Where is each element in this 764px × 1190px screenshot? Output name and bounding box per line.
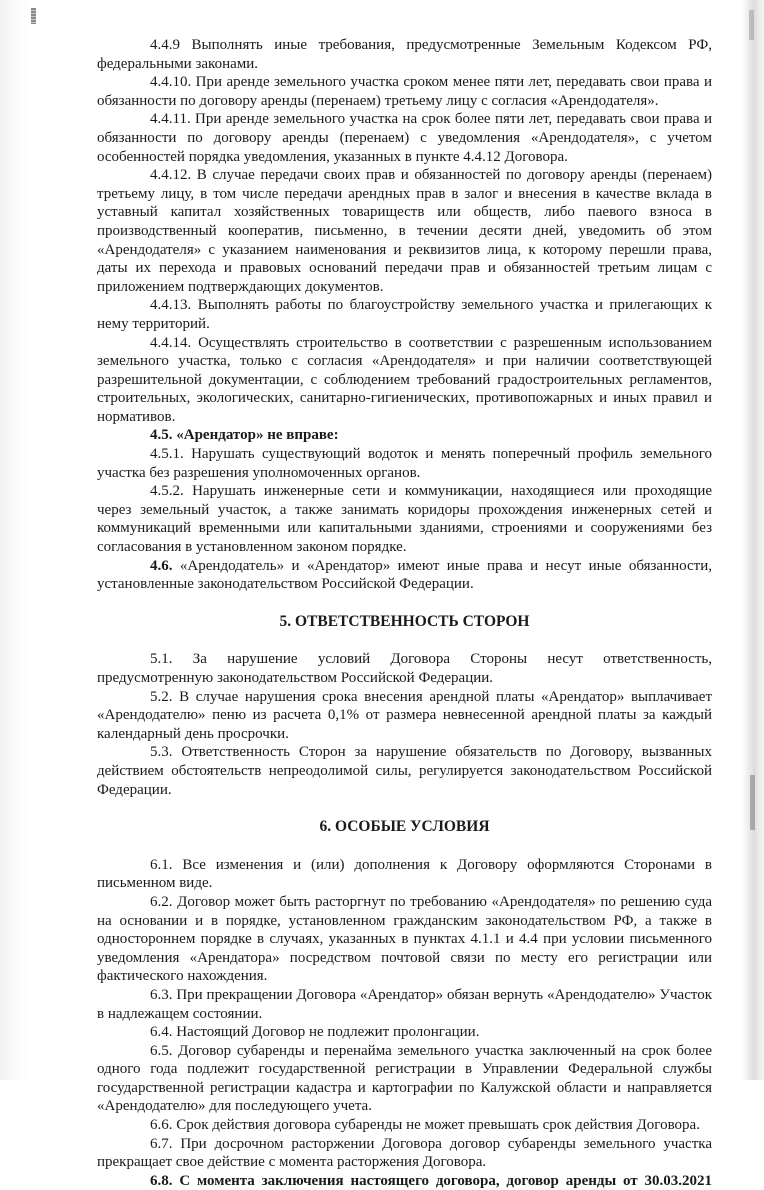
clause-6-6: 6.6. Срок действия договора субаренды не может превышать срок действия Договора. [150, 1117, 700, 1134]
clause-4-4-13: 4.4.13. Выполнять работы по благоустройству земельного участка и прилегающих к нему территорий. [97, 297, 712, 332]
section-6-title: 6. ОСОБЫЕ УСЛОВИЯ [319, 818, 490, 836]
clause-4-6-text: «Арендодатель» и «Арендатор» имеют иные права и несут иные обязанности, установленные законодательством Российской Федерации. [97, 557, 712, 593]
clause-6-5: 6.5. Договор субаренды и перенайма земельного участка заключенный на срок более одного года подлежит государственной регистрации в Управлении Федеральной службы государственной регистрации кадастра и картографии по Калужской области и направляется «Арендодателю» для последующего учета. [97, 1042, 712, 1115]
document-page [97, 36, 712, 1190]
clause-6-1: 6.1. Все изменения и (или) дополнения к Договору оформляются Сторонами в письменном виде. [97, 856, 712, 892]
clause-4-5-1: 4.5.1. Нарушать существующий водоток и менять поперечный профиль земельного участка без разрешения уполномоченных органов. [97, 446, 712, 481]
clause-6-2: 6.2. Договор может быть расторгнут по требованию «Арендодателя» по решению суда на основании и в порядке, установленном гражданским законодательством РФ, а также в одностороннем порядке в случаях, указанных в пунктах 4.1.1 и 4.4 при условии письменного уведомления «Арендатора» посредством почтовой связи по месту его регистрации или фактического нахождения. [97, 893, 712, 985]
clause-5-2: 5.2. В случае нарушения срока внесения арендной платы «Арендатор» выплачивает «Арендодателю» пеню из расчета 0,1% от размера невнесенной арендной платы за каждый календарный день просрочки. [97, 688, 712, 742]
scan-artifact-right-mid [750, 775, 755, 830]
scan-edge-right [742, 0, 764, 1080]
clause-4-4-12: 4.4.12. В случае передачи своих прав и обязанностей по договору аренды (перенаем) третьему лицу, в том числе передачи арендных прав в залог и внесения в качестве вклада в уставный капитал хозяйственных товариществ или обществ, либо паевого взноса в производственный кооператив, письменно, в течении десяти дней, уведомить об этом «Арендодателя» с указанием наименования и реквизитов лица, к которому перешли права, даты их перехода и правовых оснований передачи прав и обязанностей третьим лицам с приложением подтверждающих документов. [97, 167, 712, 295]
clause-6-4: 6.4. Настоящий Договор не подлежит пролонгации. [150, 1024, 480, 1041]
clause-6-7: 6.7. При досрочном расторжении Договора договор субаренды земельного участка прекращает свое действие с момента расторжения Договора. [97, 1135, 712, 1171]
clause-4-5-2: 4.5.2. Нарушать инженерные сети и коммуникации, находящиеся или проходящие через земельный участок, а также занимать коридоры прохождения инженерных сетей и коммуникаций временными или капитальными зданиями, строениями и сооружениями без согласования в установленном законом порядке. [97, 483, 712, 556]
scan-artifact-right-top [749, 10, 754, 40]
clause-4-4-11: 4.4.11. При аренде земельного участка на срок более пяти лет, передавать свои права и обязанности по договору аренды (перенаем) с уведомления «Арендодателя», с учетом особенностей порядка уведомления, указанных в пункте 4.4.12 Договора. [97, 111, 712, 165]
clause-5-3: 5.3. Ответственность Сторон за нарушение обязательств по Договору, вызванных действием обстоятельств непреодолимой силы, регулируется законодательством Российской Федерации. [97, 744, 712, 798]
clause-4-4-9: 4.4.9 Выполнять иные требования, предусмотренные Земельным Кодексом РФ, федеральными законами. [97, 37, 712, 72]
clause-5-1: 5.1. За нарушение условий Договора Стороны несут ответственность, предусмотренную законодательством Российской Федерации. [97, 651, 712, 686]
clause-6-3: 6.3. При прекращении Договора «Арендатор» обязан вернуть «Арендодателю» Участок в надлежащем состоянии. [97, 986, 712, 1022]
clause-4-5-heading: 4.5. «Арендатор» не вправе: [150, 427, 339, 444]
clause-4-6-number: 4.6. [150, 557, 173, 574]
scan-edge-left [0, 0, 30, 1080]
scan-artifact-mark [31, 8, 36, 24]
clause-6-8: 6.8. С момента заключения настоящего договора, договор аренды от 30.03.2021 [150, 1172, 712, 1189]
clause-4-6 [97, 557, 712, 594]
clause-4-4-10: 4.4.10. При аренде земельного участка сроком менее пяти лет, передавать свои права и обязанности по договору аренды (перенаем) третьему лицу с согласия «Арендодателя». [97, 74, 712, 109]
section-5-title: 5. ОТВЕТСТВЕННОСТЬ СТОРОН [279, 612, 530, 630]
clause-4-4-14: 4.4.14. Осуществлять строительство в соответствии с разрешенным использованием земельного участка, только с согласия «Арендодателя» и при наличии соответствующей разрешительной документации, с соблюдением требований градостроительных регламентов, строительных, экологических, санитарно-гигиенических, противопожарных и иных правил и нормативов. [97, 334, 712, 425]
